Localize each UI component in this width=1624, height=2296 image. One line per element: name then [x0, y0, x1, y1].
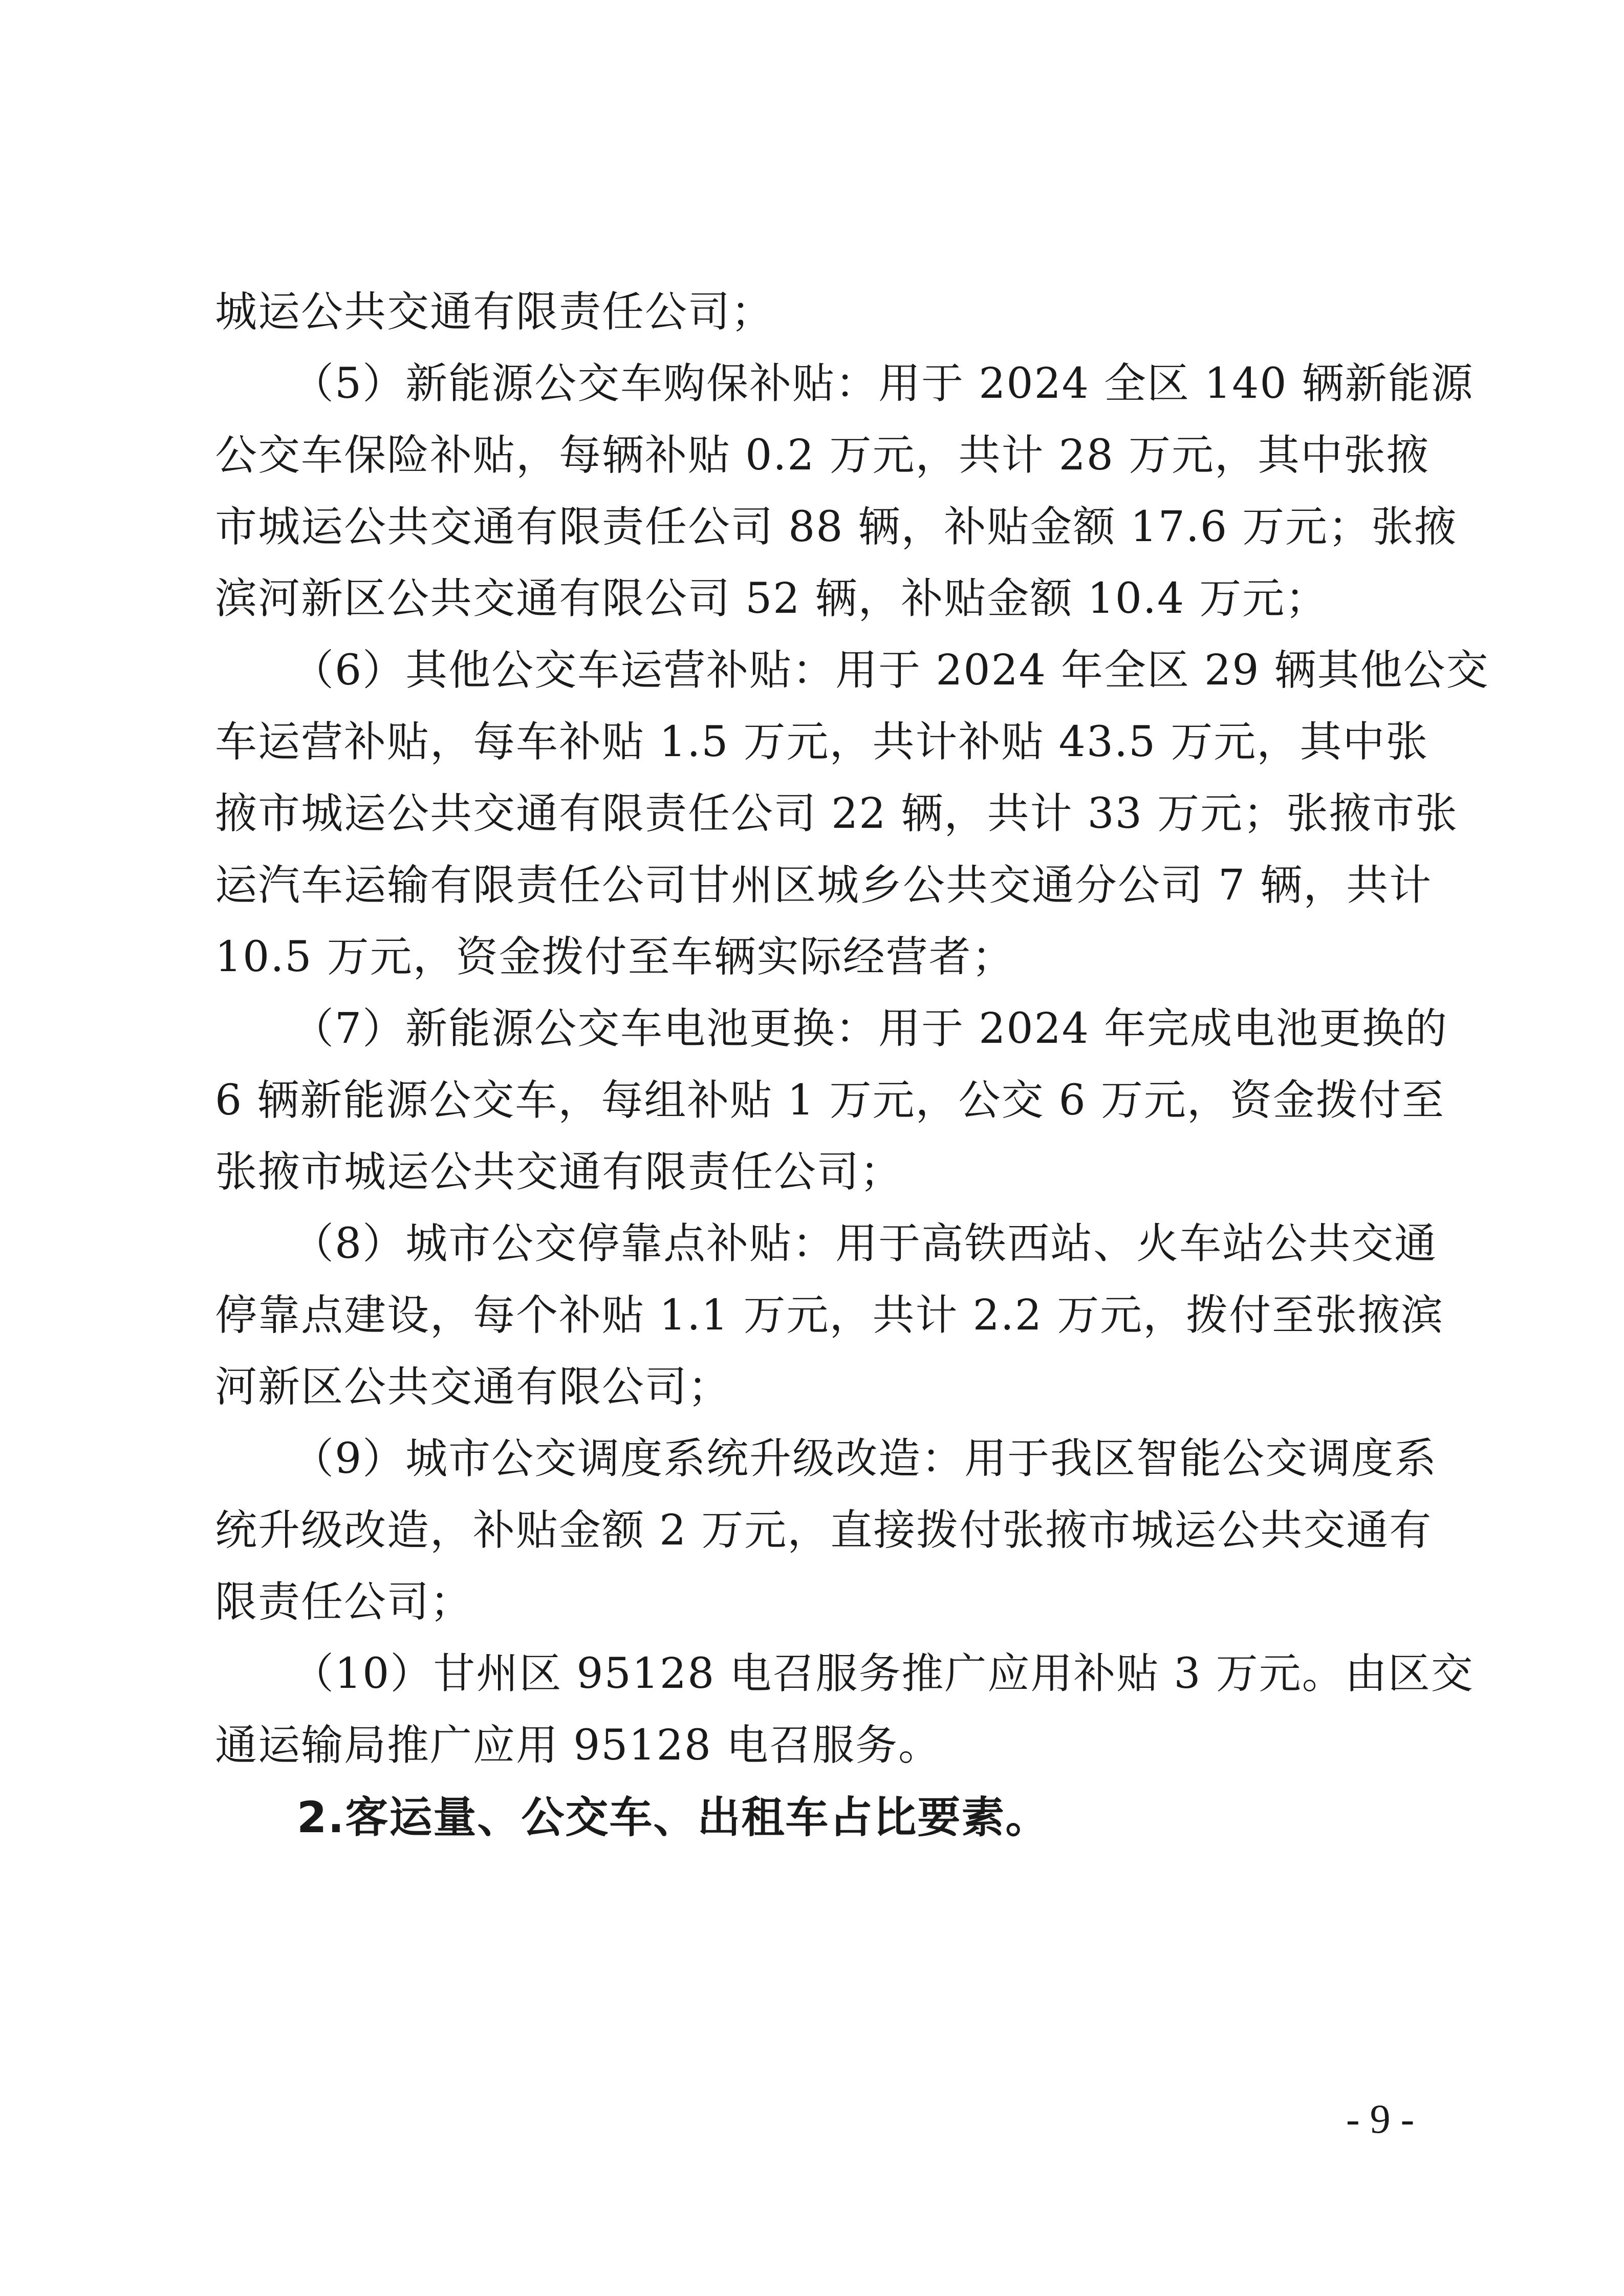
text-line-20: （10）甘州区 95128 电召服务推广应用补贴 3 万元。由区交 [292, 1649, 1474, 1698]
text-line-19: 限责任公司； [215, 1578, 473, 1626]
text-line-8: 掖市城运公共交通有限责任公司 22 辆，共计 33 万元；张掖市张 [215, 789, 1458, 838]
text-line-2: （5）新能源公交车购保补贴：用于 2024 全区 140 辆新能源 [292, 359, 1474, 408]
text-line-21: 通运输局推广应用 95128 电召服务。 [215, 1721, 941, 1770]
text-line-3: 公交车保险补贴，每辆补贴 0.2 万元，共计 28 万元，其中张掖 [215, 431, 1430, 480]
text-line-4: 市城运公共交通有限责任公司 88 辆，补贴金额 17.6 万元；张掖 [215, 503, 1458, 551]
page-number: - 9 - [1346, 2097, 1415, 2142]
text-line-11: （7）新能源公交车电池更换：用于 2024 年完成电池更换的 [292, 1004, 1448, 1053]
text-line-6: （6）其他公交车运营补贴：用于 2024 年全区 29 辆其他公交 [292, 646, 1489, 695]
text-line-14: （8）城市公交停靠点补贴：用于高铁西站、火车站公共交通 [292, 1219, 1438, 1268]
text-line-17: （9）城市公交调度系统升级改造：用于我区智能公交调度系 [292, 1434, 1438, 1483]
text-line-13: 张掖市城运公共交通有限责任公司； [215, 1148, 903, 1196]
text-line-1: 城运公共交通有限责任公司； [215, 288, 774, 336]
text-line-12: 6 辆新能源公交车，每组补贴 1 万元，公交 6 万元，资金拨付至 [215, 1076, 1445, 1125]
text-line-7: 车运营补贴，每车补贴 1.5 万元，共计补贴 43.5 万元，其中张 [215, 718, 1429, 766]
text-line-9: 运汽车运输有限责任公司甘州区城乡公共交通分公司 7 辆，共计 [215, 861, 1433, 910]
text-line-16: 河新区公共交通有限公司； [215, 1363, 731, 1411]
text-line-10: 10.5 万元，资金拨付至车辆实际经营者； [215, 933, 1015, 981]
text-line-5: 滨河新区公共交通有限公司 52 辆，补贴金额 10.4 万元； [215, 574, 1329, 623]
text-line-15: 停靠点建设，每个补贴 1.1 万元，共计 2.2 万元，拨付至张掖滨 [215, 1291, 1444, 1340]
text-line-18: 统升级改造，补贴金额 2 万元，直接拨付张掖市城运公共交通有 [215, 1506, 1433, 1555]
section-heading: 2.客运量、公交车、出租车占比要素。 [297, 1792, 1050, 1842]
